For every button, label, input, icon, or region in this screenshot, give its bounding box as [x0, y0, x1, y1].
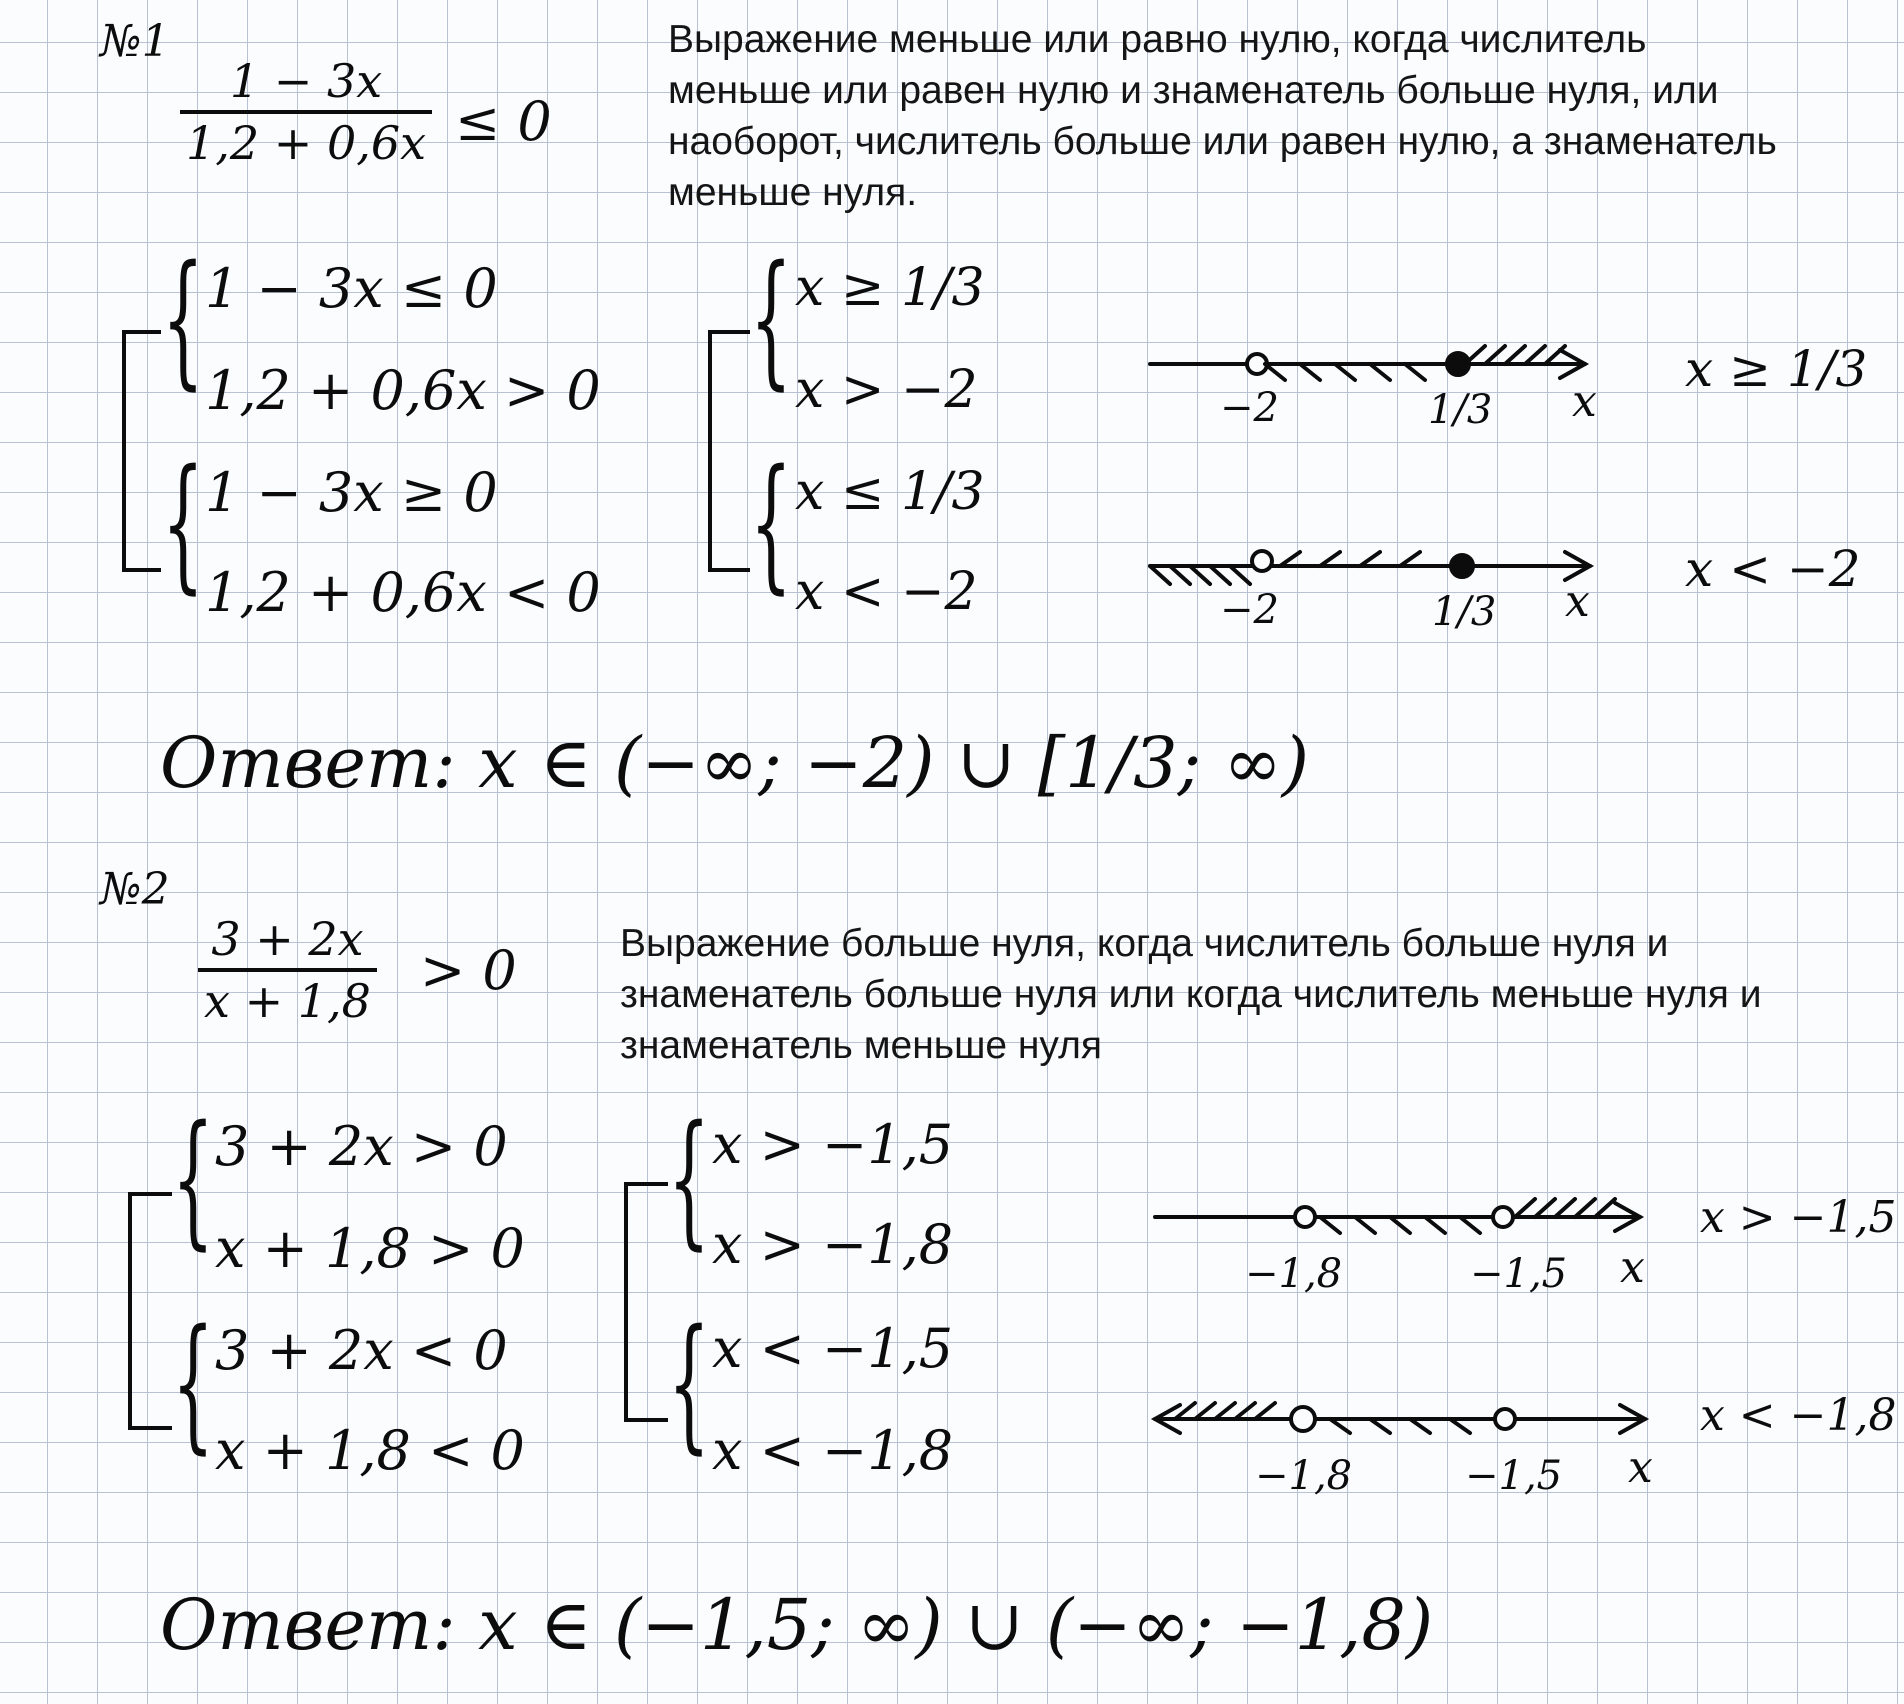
problem-2-solved1-line1: x > −1,5	[712, 1113, 954, 1176]
problem-2-brace-top: {	[172, 1094, 214, 1265]
p2-line2-open-point-right	[1495, 1409, 1515, 1429]
problem-1-solved1-line2: x > −2	[795, 360, 978, 420]
p1-line2-result: x < −2	[1685, 540, 1861, 598]
problem-2-denominator: x + 1,8	[198, 968, 377, 1024]
p1-line1-axis-label: x	[1572, 376, 1597, 427]
problem-1-denominator: 1,2 + 0,6x	[180, 110, 432, 166]
p2-line1-result: x > −1,5	[1700, 1192, 1897, 1243]
problem-1-solved-brace-bottom: {	[750, 438, 792, 609]
p1-line2-open-point	[1252, 551, 1272, 571]
problem-2-solved-bracket	[624, 1182, 668, 1422]
problem-2-relation: > 0	[420, 939, 517, 1002]
p1-line2-closed-point	[1451, 555, 1473, 577]
problem-2-solved2-line2: x < −1,8	[712, 1419, 954, 1482]
problem-2-solved-brace-top: {	[668, 1094, 710, 1265]
problem-1-brace-bottom: {	[162, 438, 204, 609]
problem-2-system1-line1: 3 + 2x > 0	[215, 1115, 508, 1178]
problem-1-system2-line2: 1,2 + 0,6x < 0	[205, 561, 601, 624]
p2-line1-open-point-right	[1493, 1207, 1513, 1227]
problem-1-explanation: Выражение меньше или равно нулю, когда числитель меньше или равен нулю и знаменатель больше нуля, или наоборот, числитель больше или равен нулю, а знаменатель меньше нуля.	[668, 18, 1777, 214]
problem-1-solved1-line1: x ≥ 1/3	[795, 258, 985, 318]
problem-2-fraction	[198, 912, 377, 1028]
p2-line2-right-tick: −1,5	[1465, 1453, 1563, 1499]
problem-2-answer: Ответ: x ∈ (−1,5; ∞) ∪ (−∞; −1,8)	[160, 1584, 1434, 1666]
p1-line2-right-tick: 1/3	[1432, 589, 1497, 635]
problem-1-system1-line1: 1 − 3x ≤ 0	[205, 257, 498, 320]
p1-line1-left-tick: −2	[1220, 385, 1279, 431]
p1-line2-left-tick: −2	[1220, 587, 1279, 633]
problem-2-system2-line2: x + 1,8 < 0	[215, 1419, 525, 1482]
p2-line2-open-point-left	[1291, 1407, 1315, 1431]
problem-1-label: №1	[100, 16, 170, 67]
problem-1-system2-line1: 1 − 3x ≥ 0	[205, 461, 498, 524]
problem-1-numerator: 1 − 3x	[229, 54, 383, 108]
p2-line2-axis-label: x	[1628, 1442, 1653, 1493]
problem-1-solved2-line1: x ≤ 1/3	[795, 462, 985, 522]
p2-line1-left-tick: −1,8	[1245, 1251, 1343, 1297]
p2-line1-open-point-left	[1295, 1207, 1315, 1227]
problem-2-numerator: 3 + 2x	[211, 912, 364, 966]
problem-2-solved2-line1: x < −1,5	[712, 1317, 954, 1380]
problem-1-system1-line2: 1,2 + 0,6x > 0	[205, 359, 601, 422]
problem-1-solved2-line2: x < −2	[795, 562, 978, 622]
problem-2-brace-bottom: {	[172, 1298, 214, 1469]
problem-2-label: №2	[100, 864, 170, 915]
problem-2-solved-brace-bottom: {	[668, 1298, 710, 1469]
problem-1-brace-top: {	[162, 234, 204, 405]
problem-2-system2-line1: 3 + 2x < 0	[215, 1319, 508, 1382]
p2-line2-result: x < −1,8	[1700, 1390, 1897, 1441]
p1-line2-axis-label: x	[1565, 576, 1590, 627]
p2-line1-right-tick: −1,5	[1470, 1251, 1568, 1297]
problem-1-answer: Ответ: x ∈ (−∞; −2) ∪ [1/3; ∞)	[160, 722, 1310, 804]
problem-2-system1-line2: x + 1,8 > 0	[215, 1217, 525, 1280]
problem-2-solved1-line2: x > −1,8	[712, 1213, 954, 1276]
p2-line1-axis-label: x	[1620, 1242, 1645, 1293]
problem-1-solved-brace-top: {	[750, 234, 792, 405]
problem-2-explanation: Выражение больше нуля, когда числитель больше нуля и знаменатель больше нуля или когда числитель меньше нуля и знаменатель меньше нуля	[620, 922, 1762, 1067]
problem-1-relation: ≤ 0	[455, 90, 552, 153]
p1-line1-result: x ≥ 1/3	[1685, 340, 1868, 398]
p2-line2-left-tick: −1,8	[1255, 1453, 1353, 1499]
p1-line1-right-tick: 1/3	[1428, 387, 1493, 433]
problem-2-union-bracket	[128, 1192, 172, 1430]
